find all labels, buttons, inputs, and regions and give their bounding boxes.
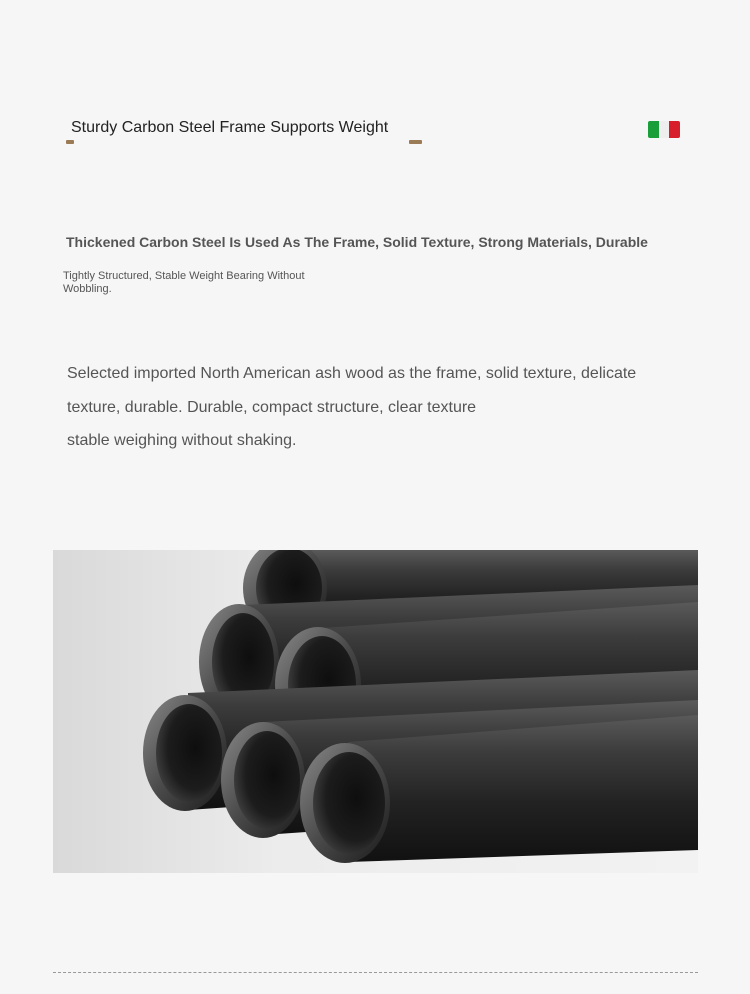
flag-stripe-red (669, 121, 680, 138)
header-title: Sturdy Carbon Steel Frame Supports Weight (71, 119, 389, 136)
title-dot-right (409, 140, 422, 144)
flag-stripe-green (648, 121, 659, 138)
steel-tubes-illustration (53, 550, 698, 873)
footer-divider (53, 972, 698, 973)
title-dot-left (66, 140, 74, 144)
description (67, 357, 687, 458)
description-line: stable weighing without shaking. (67, 432, 297, 449)
italy-flag-icon (648, 121, 680, 138)
description-line: texture, durable. Durable, compact structure, clear texture (67, 398, 477, 416)
small-note: Tightly Structured, Stable Weight Bearing Without Wobbling. (63, 270, 305, 295)
description-line: Selected imported North American ash wood as the frame, solid texture, delicate (67, 365, 637, 382)
product-image (53, 550, 698, 873)
subtitle: Thickened Carbon Steel Is Used As The Frame, Solid Texture, Strong Materials, Durable (66, 234, 648, 250)
flag-stripe-white (659, 121, 670, 138)
